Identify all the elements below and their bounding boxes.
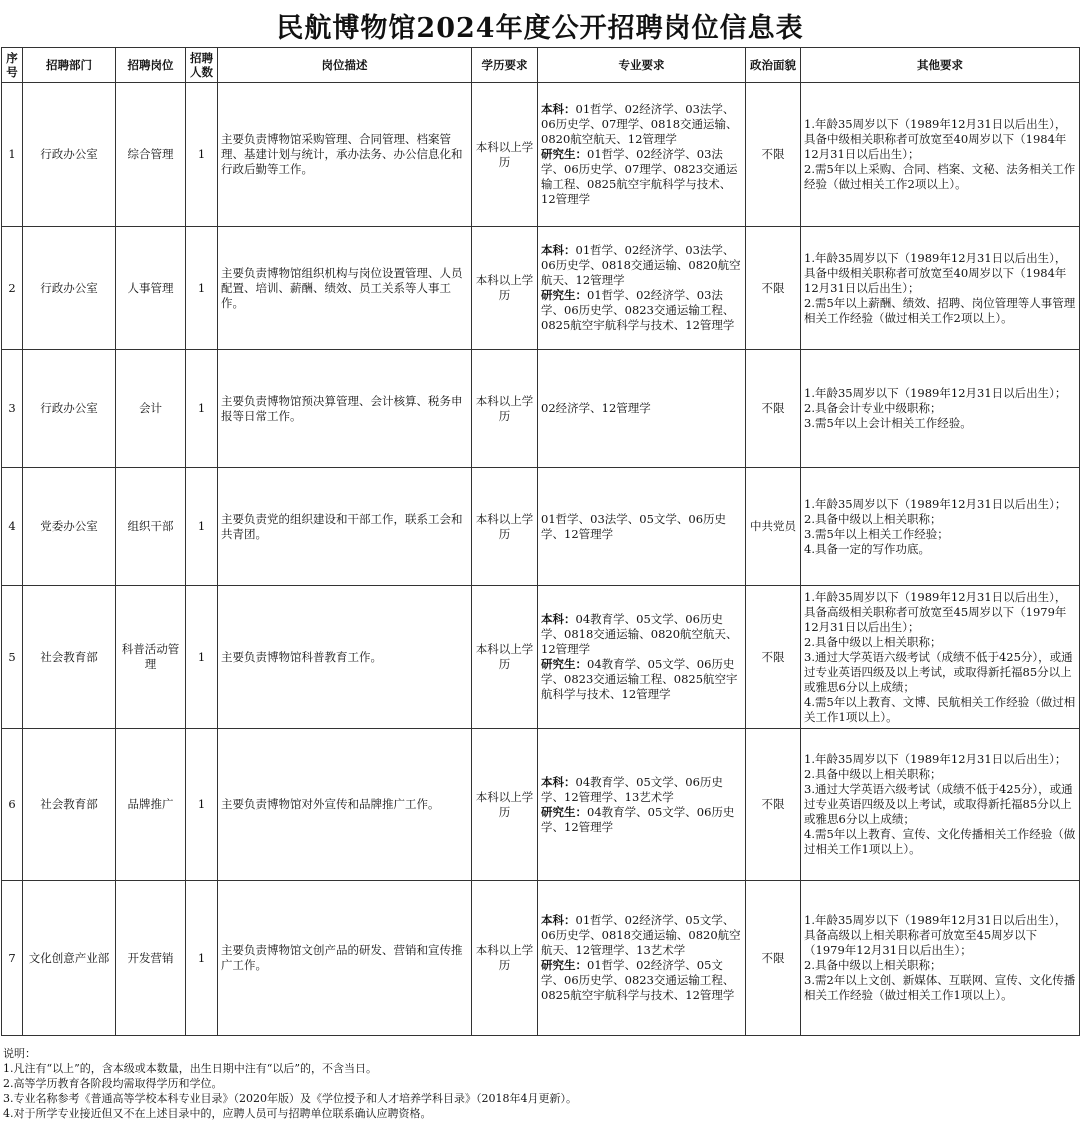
row-post: 会计 <box>116 350 186 468</box>
row-political: 不限 <box>746 881 801 1036</box>
major-entry <box>541 612 742 657</box>
row-desc: 主要负责博物馆科普教育工作。 <box>218 586 472 729</box>
row-political: 不限 <box>746 227 801 350</box>
major-entry <box>541 401 742 416</box>
row-edu: 本科以上学历 <box>472 83 538 227</box>
row-political: 中共党员 <box>746 468 801 586</box>
row-post: 品牌推广 <box>116 729 186 881</box>
other-item: 1.年龄35周岁以下（1989年12月31日以后出生），具备高级以上相关职称者可放宽至45周岁以下（1979年12月31日以后出生）； <box>804 913 1067 957</box>
row-dept: 行政办公室 <box>23 83 116 227</box>
table-row <box>2 468 1080 586</box>
row-post: 综合管理 <box>116 83 186 227</box>
row-dept: 行政办公室 <box>23 227 116 350</box>
other-item: 1.年龄35周岁以下（1989年12月31日以后出生）； <box>804 496 1067 511</box>
table-row <box>2 586 1080 729</box>
row-edu: 本科以上学历 <box>472 227 538 350</box>
major-label: 本科： <box>541 243 576 257</box>
note-item: 3.专业名称参考《普通高等学校本科专业目录》（2020年版）及《学位授予和人才培养学科目录》（2018年4月更新）。 <box>3 1092 577 1105</box>
major-label: 研究生： <box>541 657 587 671</box>
major-entry <box>541 958 742 1003</box>
row-edu: 本科以上学历 <box>472 350 538 468</box>
row-major <box>538 586 746 729</box>
other-item: 4.需5年以上教育、宣传、文化传播相关工作经验（做过相关工作1项以上）。 <box>804 827 1076 856</box>
row-other <box>801 83 1080 227</box>
major-entry <box>541 288 742 333</box>
notes-title: 说明： <box>3 1047 36 1060</box>
major-label: 研究生： <box>541 804 587 819</box>
row-other <box>801 586 1080 729</box>
row-dept: 社会教育部 <box>23 729 116 881</box>
header-major: 专业要求 <box>538 48 746 83</box>
note-item: 4.对于所学专业接近但又不在上述目录中的，应聘人员可与招聘单位联系确认应聘资格。 <box>3 1107 432 1120</box>
row-number: 7 <box>2 881 23 1036</box>
major-entry <box>541 775 742 805</box>
row-desc: 主要负责党的组织建设和干部工作，联系工会和共青团。 <box>218 468 472 586</box>
row-major <box>538 468 746 586</box>
row-number: 6 <box>2 729 23 881</box>
other-item: 2.具备中级以上相关职称； <box>804 767 942 781</box>
major-text: 01哲学、02经济学、03法学、06历史学、0818交通运输、0820航空航天、12管理学 <box>541 243 741 287</box>
table-row <box>2 881 1080 1036</box>
table-row <box>2 83 1080 227</box>
other-item: 1.年龄35周岁以下（1989年12月31日以后出生），具备高级相关职称者可放宽至45周岁以下（1979年12月31日以后出生）； <box>804 589 1067 634</box>
major-label: 研究生： <box>541 288 587 302</box>
row-desc: 主要负责博物馆采购管理、合同管理、档案管理、基建计划与统计，承办法务、办公信息化和行政后勤等工作。 <box>218 83 472 227</box>
page-title: 民航博物馆2024年度公开招聘岗位信息表 <box>276 13 804 44</box>
row-desc: 主要负责博物馆组织机构与岗位设置管理、人员配置、培训、薪酬、绩效、员工关系等人事工作。 <box>218 227 472 350</box>
row-dept: 社会教育部 <box>23 586 116 729</box>
row-count: 1 <box>186 729 218 881</box>
row-number: 5 <box>2 586 23 729</box>
other-item: 2.具备会计专业中级职称； <box>804 401 942 415</box>
row-political: 不限 <box>746 83 801 227</box>
row-other <box>801 729 1080 881</box>
row-major <box>538 227 746 350</box>
major-text: 01哲学、03法学、05文学、06历史学、12管理学 <box>541 511 727 541</box>
header-other: 其他要求 <box>801 48 1080 83</box>
other-item: 1.年龄35周岁以下（1989年12月31日以后出生）； <box>804 386 1067 400</box>
other-item: 3.需2年以上文创、新媒体、互联网、宣传、文化传播相关工作经验（做过相关工作1项以上）。 <box>804 973 1076 1002</box>
other-item: 1.年龄35周岁以下（1989年12月31日以后出生），具备中级相关职称者可放宽至40周岁以下（1984年12月31日以后出生）； <box>804 250 1067 295</box>
other-item: 2.需5年以上采购、合同、档案、文秘、法务相关工作经验（做过相关工作2项以上）。 <box>804 162 1076 191</box>
major-text: 01哲学、02经济学、05文学、06历史学、0823交通运输工程、0825航空宇航科学与技术、12管理学 <box>541 958 735 1002</box>
row-number: 3 <box>2 350 23 468</box>
row-political: 不限 <box>746 586 801 729</box>
row-other <box>801 227 1080 350</box>
row-major <box>538 350 746 468</box>
major-entry <box>541 657 742 702</box>
header-edu: 学历要求 <box>472 48 538 83</box>
row-major <box>538 83 746 227</box>
notes-section <box>3 1046 1073 1121</box>
major-text: 01哲学、02经济学、03法学、06历史学、07理学、0823交通运输工程、0825航空宇航科学与技术、12管理学 <box>541 147 738 206</box>
row-desc: 主要负责博物馆对外宣传和品牌推广工作。 <box>218 729 472 881</box>
major-entry <box>541 102 742 147</box>
row-edu: 本科以上学历 <box>472 729 538 881</box>
major-entry <box>541 147 742 207</box>
major-entry <box>541 512 742 542</box>
header-count: 招聘人数 <box>186 48 218 83</box>
other-item: 2.具备中级以上相关职称； <box>804 511 942 526</box>
other-item: 2.需5年以上薪酬、绩效、招聘、岗位管理等人事管理相关工作经验（做过相关工作2项以上）。 <box>804 295 1076 325</box>
major-entry <box>541 243 742 288</box>
row-count: 1 <box>186 586 218 729</box>
row-post: 人事管理 <box>116 227 186 350</box>
other-item: 1.年龄35周岁以下（1989年12月31日以后出生），具备中级相关职称者可放宽至40周岁以下（1984年12月31日以后出生）； <box>804 117 1067 161</box>
major-text: 02经济学、12管理学 <box>541 401 651 415</box>
note-item: 1.凡注有“以上”的，含本级或本数量，出生日期中注有“以后”的，不含当日。 <box>3 1062 377 1075</box>
row-post: 组织干部 <box>116 468 186 586</box>
major-label: 本科： <box>541 612 576 626</box>
row-political: 不限 <box>746 729 801 881</box>
header-political: 政治面貌 <box>746 48 801 83</box>
major-label: 本科： <box>541 102 576 116</box>
other-item: 3.需5年以上相关工作经验； <box>804 526 949 541</box>
row-post: 开发营销 <box>116 881 186 1036</box>
row-dept: 行政办公室 <box>23 350 116 468</box>
major-entry <box>541 805 742 835</box>
other-item: 2.具备中级以上相关职称； <box>804 634 942 649</box>
major-text: 01哲学、02经济学、03法学、06历史学、07理学、0818交通运输、0820航空航天、12管理学 <box>541 102 738 146</box>
major-entry <box>541 913 742 958</box>
major-label: 研究生： <box>541 958 587 972</box>
row-count: 1 <box>186 227 218 350</box>
row-edu: 本科以上学历 <box>472 881 538 1036</box>
row-post: 科普活动管理 <box>116 586 186 729</box>
table-row <box>2 350 1080 468</box>
major-text: 01哲学、02经济学、05文学、06历史学、0818交通运输、0820航空航天、12管理学、13艺术学 <box>541 913 741 957</box>
other-item: 4.需5年以上教育、文博、民航相关工作经验（做过相关工作1项以上）。 <box>804 694 1076 724</box>
major-label: 本科： <box>541 774 576 789</box>
row-major <box>538 881 746 1036</box>
table-body <box>2 83 1080 1036</box>
other-item: 3.需5年以上会计相关工作经验。 <box>804 416 972 430</box>
row-number: 4 <box>2 468 23 586</box>
major-text: 01哲学、02经济学、03法学、06历史学、0823交通运输工程、0825航空宇航科学与技术、12管理学 <box>541 288 735 332</box>
table-row <box>2 227 1080 350</box>
row-count: 1 <box>186 468 218 586</box>
major-label: 本科： <box>541 913 576 927</box>
row-dept: 文化创意产业部 <box>23 881 116 1036</box>
header-desc: 岗位描述 <box>218 48 472 83</box>
table-row <box>2 729 1080 881</box>
row-number: 1 <box>2 83 23 227</box>
row-count: 1 <box>186 350 218 468</box>
row-dept: 党委办公室 <box>23 468 116 586</box>
other-item: 4.具备一定的写作功底。 <box>804 541 930 556</box>
header-post: 招聘岗位 <box>116 48 186 83</box>
row-count: 1 <box>186 83 218 227</box>
major-text: 04教育学、05文学、06历史学、0823交通运输工程、0825航空宇航科学与技术、12管理学 <box>541 657 738 701</box>
row-edu: 本科以上学历 <box>472 468 538 586</box>
table-header-row <box>2 48 1080 83</box>
row-desc: 主要负责博物馆预决算管理、会计核算、税务申报等日常工作。 <box>218 350 472 468</box>
other-item: 3.通过大学英语六级考试（成绩不低于425分），或通过专业英语四级及以上考试，或取得新托福85分以上或雅思6分以上成绩； <box>804 782 1073 826</box>
row-major <box>538 729 746 881</box>
note-item: 2.高等学历教育各阶段均需取得学历和学位。 <box>3 1077 223 1090</box>
major-text: 04教育学、05文学、06历史学、12管理学 <box>541 804 735 834</box>
row-political: 不限 <box>746 350 801 468</box>
row-count: 1 <box>186 881 218 1036</box>
positions-table <box>1 47 1080 1036</box>
header-no: 序号 <box>2 48 23 83</box>
row-desc: 主要负责博物馆文创产品的研发、营销和宣传推广工作。 <box>218 881 472 1036</box>
row-other <box>801 468 1080 586</box>
other-item: 1.年龄35周岁以下（1989年12月31日以后出生）； <box>804 752 1067 766</box>
other-item: 3.通过大学英语六级考试（成绩不低于425分），或通过专业英语四级及以上考试，或取得新托福85分以上或雅思6分以上成绩； <box>804 649 1073 694</box>
major-text: 04教育学、05文学、06历史学、0818交通运输、0820航空航天、12管理学 <box>541 612 738 656</box>
row-other <box>801 881 1080 1036</box>
header-dept: 招聘部门 <box>23 48 116 83</box>
other-item: 2.具备中级以上相关职称； <box>804 958 942 972</box>
major-label: 研究生： <box>541 147 587 161</box>
row-other <box>801 350 1080 468</box>
major-text: 04教育学、05文学、06历史学、12管理学、13艺术学 <box>541 774 723 804</box>
row-edu: 本科以上学历 <box>472 586 538 729</box>
row-number: 2 <box>2 227 23 350</box>
